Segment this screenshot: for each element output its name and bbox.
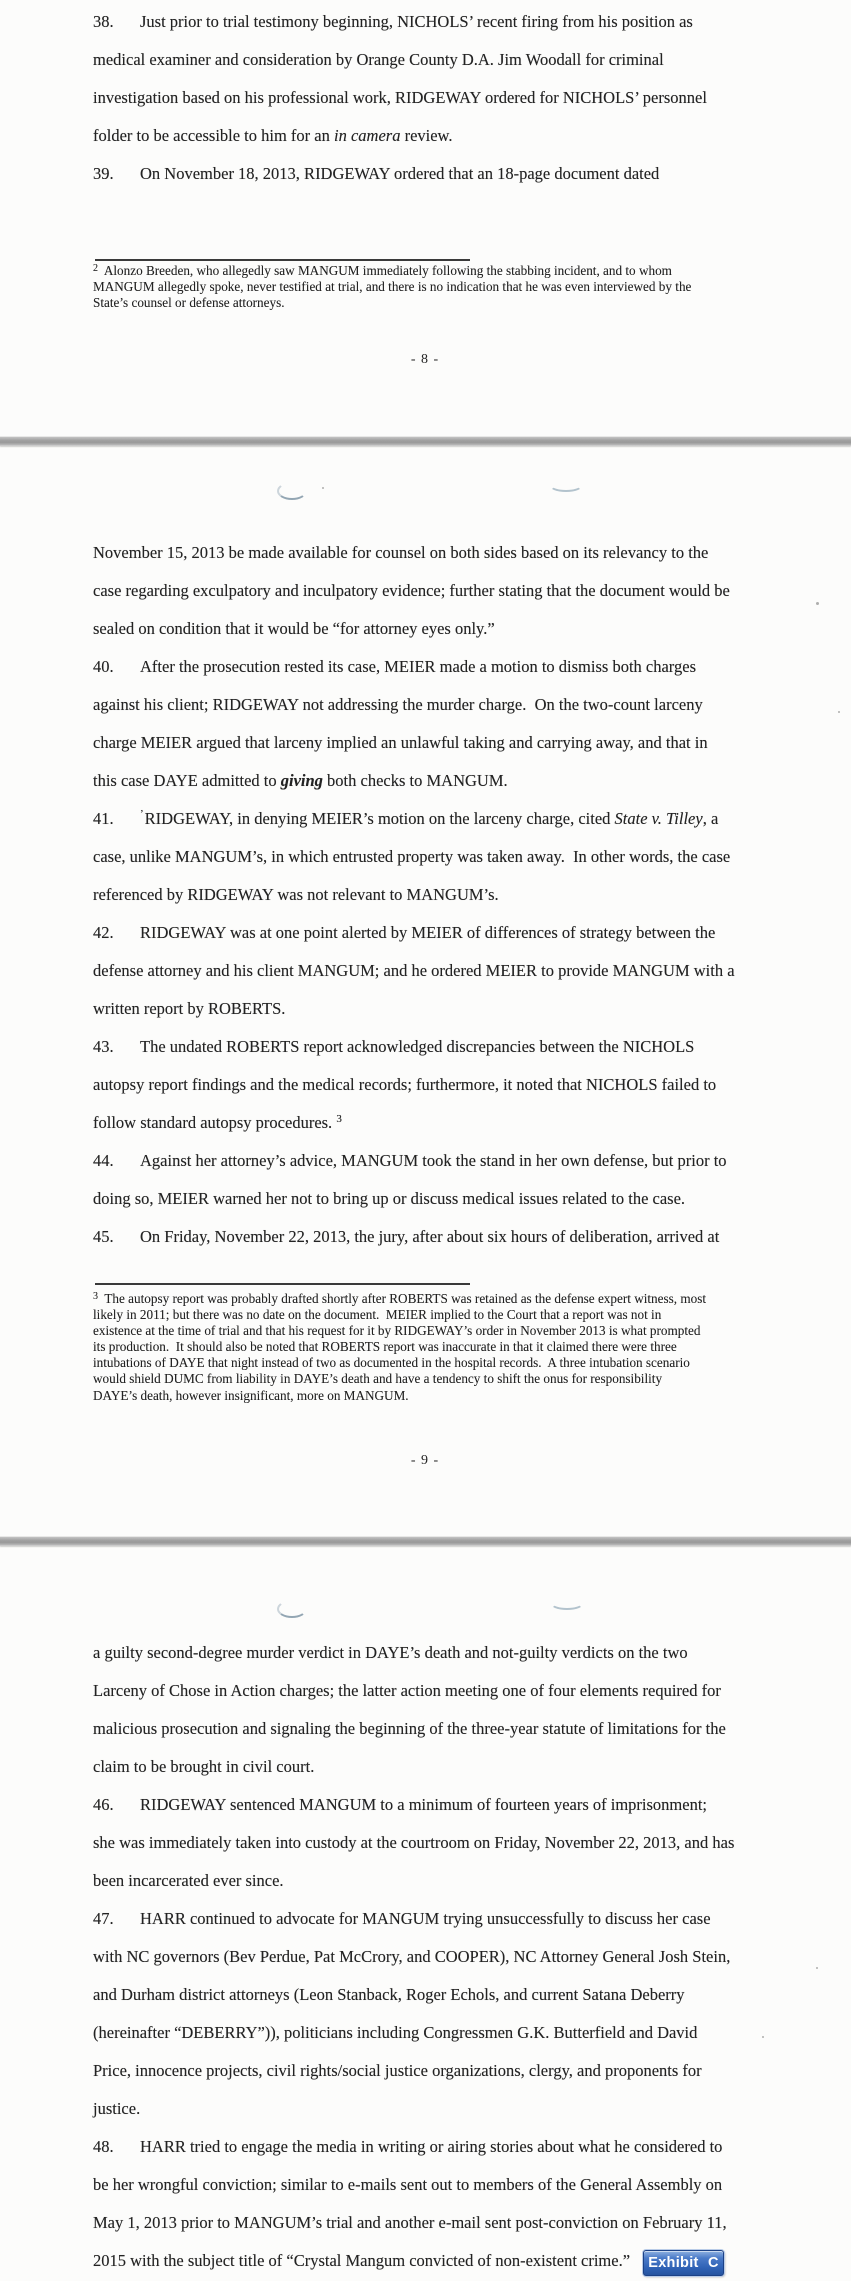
text-line: this case DAYE admitted to giving both checks to MANGUM.: [93, 771, 508, 790]
text-line: $^3$ The autopsy report was probably drafted shortly after ROBERTS was retained as the defense expert witness, most: [93, 1291, 706, 1306]
text-line: 43. The undated ROBERTS report acknowledged discrepancies between the NICHOLS: [93, 1037, 695, 1056]
text-line: 44. Against her attorney’s advice, MANGUM took the stand in her own defense, but prior to: [93, 1151, 727, 1170]
text-line: sealed on condition that it would be “for attorney eyes only.”: [93, 619, 495, 638]
text-line: defense attorney and his client MANGUM; and he ordered MEIER to provide MANGUM with a: [93, 961, 735, 980]
text-line: referenced by RIDGEWAY was not relevant to MANGUM’s.: [93, 885, 499, 904]
text-line: May 1, 2013 prior to MANGUM’s trial and another e-mail sent post-conviction on February 11,: [93, 2213, 727, 2232]
text-line: 40. After the prosecution rested its case, MEIER made a motion to dismiss both charges: [93, 657, 696, 676]
text-line: and Durham district attorneys (Leon Stanback, Roger Echols, and current Satana Deberry: [93, 1985, 685, 2004]
page-8-footnote: [93, 263, 813, 311]
page-8-body: [93, 3, 817, 193]
text-line: 2015 with the subject title of “Crystal Mangum convicted of non-existent crime.”: [93, 2251, 631, 2270]
scan-speck: [322, 487, 324, 489]
text-line: be her wrongful conviction; similar to e-mails sent out to members of the General Assembly on: [93, 2175, 723, 2194]
scan-arc-mark: [549, 478, 583, 492]
page-9-footnote: [93, 1291, 813, 1404]
scan-speck: [838, 711, 840, 713]
text-line: 48. HARR tried to engage the media in writing or airing stories about what he considered to: [93, 2137, 723, 2156]
text-line: 42. RIDGEWAY was at one point alerted by MEIER of differences of strategy between the: [93, 923, 716, 942]
text-line: 46. RIDGEWAY sentenced MANGUM to a minimum of fourteen years of imprisonment;: [93, 1795, 708, 1814]
text-line: written report by ROBERTS.: [93, 999, 286, 1018]
text-line: medical examiner and consideration by Orange County D.A. Jim Woodall for criminal: [93, 50, 664, 69]
text-line: a guilty second-degree murder verdict in DAYE’s death and not-guilty verdicts on the two: [93, 1643, 688, 1662]
page-number: - 8 -: [410, 352, 440, 367]
text-line: justice.: [93, 2099, 141, 2118]
text-line: 41. $^ʼ$RIDGEWAY, in denying MEIER’s motion on the larceny charge, cited State v. Tilley, a: [93, 808, 719, 828]
page-9-body: [93, 534, 817, 1256]
text-line: case, unlike MANGUM’s, in which entrusted property was taken away. In other words, the case: [93, 847, 731, 866]
text-line: charge MEIER argued that larceny implied an unlawful taking and carrying away, and that in: [93, 733, 708, 752]
text-line: (hereinafter “DEBERRY”)), politicians including Congressmen G.K. Butterfield and David: [93, 2023, 698, 2042]
exhibit-c-button[interactable]: Exhibit C: [643, 2250, 724, 2276]
scan-arc-mark: [277, 1600, 307, 1618]
text-line: she was immediately taken into custody at the courtroom on Friday, November 22, 2013, and has: [93, 1833, 735, 1852]
text-line: follow standard autopsy procedures. $^3$: [93, 1113, 342, 1132]
text-line: State’s counsel or defense attorneys.: [93, 295, 285, 311]
text-line: folder to be accessible to him for an in camera review.: [93, 126, 453, 145]
footnote-rule: [95, 259, 470, 261]
page-separator: [0, 1537, 851, 1546]
text-line: 47. HARR continued to advocate for MANGUM trying unsuccessfully to discuss her case: [93, 1909, 711, 1928]
text-line: investigation based on his professional work, RIDGEWAY ordered for NICHOLS’ personnel: [93, 88, 707, 107]
text-line: likely in 2011; but there was no date on the document. MEIER implied to the Court that a report was not in: [93, 1307, 662, 1323]
text-line: its production. It should also be noted that ROBERTS report was inaccurate in that it claimed there were three: [93, 1339, 677, 1355]
text-line: 38. Just prior to trial testimony beginning, NICHOLS’ recent firing from his position as: [93, 12, 693, 31]
text-line: DAYE’s death, however insignificant, more on MANGUM.: [93, 1387, 409, 1403]
text-line: would shield DUMC from liability in DAYE’s death and have a tendency to shift the onus for responsibility: [93, 1371, 663, 1387]
text-line: Larceny of Chose in Action charges; the latter action meeting one of four elements required for: [93, 1681, 721, 1700]
text-line: 39. On November 18, 2013, RIDGEWAY ordered that an 18-page document dated: [93, 164, 660, 183]
text-line: November 15, 2013 be made available for counsel on both sides based on its relevancy to the: [93, 543, 709, 562]
text-line: case regarding exculpatory and inculpatory evidence; further stating that the document would be: [93, 581, 730, 600]
text-line: $^2$ Alonzo Breeden, who allegedly saw MANGUM immediately following the stabbing incident, and to whom: [93, 263, 672, 278]
footnote-rule: [95, 1283, 470, 1285]
text-line: existence at the time of trial and that his request for it by RIDGEWAY’s order in November 2013 is what prompted: [93, 1323, 701, 1339]
text-line: claim to be brought in civil court.: [93, 1757, 315, 1776]
text-line: Price, innocence projects, civil rights/social justice organizations, clergy, and proponents for: [93, 2061, 702, 2080]
page-10-body: [93, 1634, 817, 2280]
page-number: - 9 -: [410, 1453, 440, 1468]
page-separator: [0, 437, 851, 446]
text-line: autopsy report findings and the medical records; furthermore, it noted that NICHOLS failed to: [93, 1075, 717, 1094]
text-line: intubations of DAYE that night instead of two as documented in the hospital records. A three intubation scenario: [93, 1355, 690, 1371]
text-line: with NC governors (Bev Perdue, Pat McCrory, and COOPER), NC Attorney General Josh Stein,: [93, 1947, 731, 1966]
text-line: MANGUM allegedly spoke, never testified at trial, and there is no indication that he was even interviewed by the: [93, 279, 692, 295]
text-line: 45. On Friday, November 22, 2013, the jury, after about six hours of deliberation, arrived at: [93, 1227, 720, 1246]
scan-arc-mark: [277, 482, 307, 500]
text-line: against his client; RIDGEWAY not addressing the murder charge. On the two-count larceny: [93, 695, 703, 714]
text-line: doing so, MEIER warned her not to bring up or discuss medical issues related to the case.: [93, 1189, 686, 1208]
scan-arc-mark: [550, 1596, 584, 1610]
text-line: malicious prosecution and signaling the beginning of the three-year statute of limitations for the: [93, 1719, 726, 1738]
text-line: been incarcerated ever since.: [93, 1871, 284, 1890]
